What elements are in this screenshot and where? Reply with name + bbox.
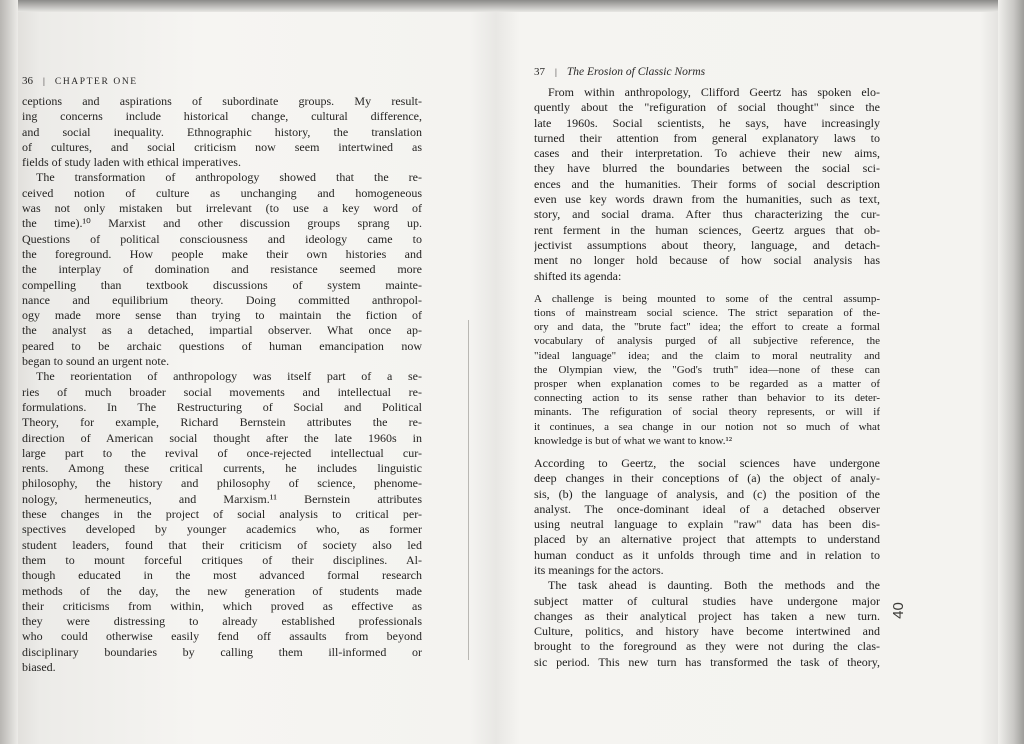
text-line: late 1960s. Social scientists, he says, have increasingly bbox=[534, 115, 880, 130]
text-line: was not only mistaken but irrelevant (to use a key word of bbox=[22, 201, 422, 216]
right-chapter-title: The Erosion of Classic Norms bbox=[566, 66, 706, 78]
margin-page-number: 40 bbox=[889, 602, 907, 619]
text-line: the analyst as a detached, impartial observer. What once ap- bbox=[22, 323, 422, 338]
left-head-separator: | bbox=[43, 77, 45, 87]
text-line: fields of study laden with ethical imperatives. bbox=[22, 155, 241, 170]
text-line: these changes in the project of social analysis to critical per- bbox=[22, 507, 422, 522]
text-line: ceptions and aspirations of subordinate groups. My result- bbox=[22, 94, 422, 108]
left-page-number: 36 bbox=[22, 75, 33, 87]
text-line: brought to the foreground as they were not during the clas- bbox=[534, 639, 880, 654]
text-line: sic period. This new turn has transformed the task of theory, bbox=[534, 654, 880, 669]
text-line: their criticisms from within, which proved as effective as bbox=[22, 598, 422, 613]
text-line: formulations. In The Restructuring of Social and Political bbox=[22, 399, 422, 414]
text-line: story, and social drama. After thus characterizing the cur- bbox=[534, 207, 880, 222]
text-line: quently about the "refiguration of social thought" since the bbox=[534, 100, 880, 115]
right-page-edge bbox=[998, 0, 1024, 744]
right-paragraph-1 bbox=[534, 85, 880, 284]
text-line: compelling than textbook discussions of system mainte- bbox=[22, 277, 422, 292]
text-line: they were distressing to already established professionals bbox=[22, 614, 422, 629]
text-line: began to sound an urgent note. bbox=[22, 354, 170, 369]
right-page bbox=[534, 63, 880, 670]
text-line: ment no longer hold because of how social analysis has bbox=[534, 253, 880, 268]
text-line: analyst. The once-dominant ideal of a detached observer bbox=[534, 501, 880, 516]
text-line: ory and data, the "brute fact" idea; the effort to create a formal bbox=[534, 321, 880, 334]
text-line: they have blurred the boundaries between the social sci- bbox=[534, 161, 880, 176]
text-line: the time).¹⁰ Marxist and other discussion groups sprang up. bbox=[22, 216, 422, 231]
text-line: turned their attention from general explanatory laws to bbox=[534, 130, 880, 145]
text-line: A challenge is being mounted to some of the central assump- bbox=[534, 292, 880, 305]
text-line: philosophy, the history and philosophy of science, phenome- bbox=[22, 476, 422, 491]
text-line: deep changes in their conceptions of (a) the object of analy- bbox=[534, 471, 880, 486]
text-line: the Olympian view, the "God's truth" idea—none of these can bbox=[534, 363, 880, 376]
text-line: ing concerns include historical change, cultural difference, bbox=[22, 109, 422, 124]
right-paragraph-2 bbox=[534, 456, 880, 670]
top-scan-shadow bbox=[0, 0, 1024, 12]
text-line: student leaders, found that their criticism of society also led bbox=[22, 537, 422, 552]
text-line: From within anthropology, Clifford Geertz has spoken elo- bbox=[548, 85, 880, 99]
text-line: subject matter of cultural studies have undergone major bbox=[534, 593, 880, 608]
text-line: who could otherwise easily fend off assaults from beyond bbox=[22, 629, 422, 644]
text-line: its meanings for the actors. bbox=[534, 563, 664, 577]
text-line: ries of much broader social movements and intellectual re- bbox=[22, 384, 422, 399]
text-line: jectivist assumptions about theory, language, and detach- bbox=[534, 237, 880, 252]
text-line: nology, hermeneutics, and Marxism.¹¹ Bernstein attributes bbox=[22, 491, 422, 506]
text-line: the interplay of domination and resistance seemed more bbox=[22, 262, 422, 277]
right-running-head bbox=[534, 63, 880, 81]
text-line: disciplinary boundaries by calling them ill-informed or bbox=[22, 644, 422, 659]
text-line: sis, (b) the language of analysis, and (c) the position of the bbox=[534, 486, 880, 501]
text-line: Questions of political consciousness and ideology came to bbox=[22, 231, 422, 246]
text-line: prosper when explanation comes to be regarded as a matter of bbox=[534, 377, 880, 390]
text-line: rents. Among these critical currents, he includes linguistic bbox=[22, 461, 422, 476]
text-line: ceived notion of culture as unchanging and homogeneous bbox=[22, 185, 422, 200]
text-line: According to Geertz, the social sciences have undergone bbox=[534, 455, 880, 470]
left-page-body bbox=[22, 94, 422, 675]
text-line: of cultures, and social criticism now seem intertwined as bbox=[22, 139, 422, 154]
text-line: even use key words drawn from the humanities, such as text, bbox=[534, 192, 880, 207]
text-line: methods of the day, the new generation of students made bbox=[22, 583, 422, 598]
text-line: changes as their analytical project has taken a new turn. bbox=[534, 608, 880, 623]
text-line: nance and equilibrium theory. Doing committed anthropol- bbox=[22, 292, 422, 307]
text-line: vocabulary of analysis purged of all subjective reference, the bbox=[534, 335, 880, 348]
text-line: them to mount forceful critiques of their disciplines. Al- bbox=[22, 552, 422, 567]
text-line: spectives developed by younger academics who, as former bbox=[22, 522, 422, 537]
right-page-number: 37 bbox=[534, 66, 545, 78]
text-line: biased. bbox=[22, 659, 56, 674]
text-line: Theory, for example, Richard Bernstein attributes the re- bbox=[22, 415, 422, 430]
text-line: connecting action to its sense rather than behavior to its deter- bbox=[534, 392, 880, 405]
right-head-separator: | bbox=[555, 68, 557, 78]
text-line: shifted its agenda: bbox=[534, 268, 622, 283]
text-line: cases and their interpretation. To achieve their new aims, bbox=[534, 146, 880, 161]
text-line: "ideal language" idea; and the claim to moral neutrality and bbox=[534, 349, 880, 362]
text-line: the foreground. How people make their own histories and bbox=[22, 246, 422, 261]
text-line: ences and the humanities. Their forms of social description bbox=[534, 176, 880, 191]
text-line: and social inequality. Ethnographic history, the translation bbox=[22, 124, 422, 139]
text-line: human conduct as it unfolds through time and in relation to bbox=[534, 547, 880, 562]
text-line: direction of American social thought after the late 1960s in bbox=[22, 430, 422, 445]
text-line: Culture, politics, and history have become intertwined and bbox=[534, 624, 880, 639]
book-gutter bbox=[468, 320, 469, 660]
left-page bbox=[22, 72, 422, 675]
text-line: tions of mainstream social science. The strict separation of the- bbox=[534, 307, 880, 320]
text-line: knowledge is but of what we want to know.¹² bbox=[534, 434, 733, 447]
text-line: The task ahead is daunting. Both the methods and the bbox=[548, 578, 880, 593]
text-line: using neutral language to explain "raw" data has been dis- bbox=[534, 517, 880, 532]
text-line: minants. The refiguration of social theory represents, or will if bbox=[534, 406, 880, 419]
text-line: The transformation of anthropology showed that the re- bbox=[36, 170, 422, 185]
text-line: ogy made more sense than trying to maintain the fiction of bbox=[22, 308, 422, 323]
text-line: rent ferment in the human sciences, Geertz argues that ob- bbox=[534, 222, 880, 237]
text-line: placed by an alternative project that attempts to understand bbox=[534, 532, 880, 547]
text-line: peared to be archaic questions of human emancipation now bbox=[22, 338, 422, 353]
left-running-head bbox=[22, 72, 422, 90]
text-line: it continues, a sea change in our notion not so much of what bbox=[534, 420, 880, 433]
text-line: large part to the revival of once-rejected intellectual cur- bbox=[22, 445, 422, 460]
left-page-edge bbox=[0, 0, 18, 744]
text-line: though educated in the most advanced formal research bbox=[22, 568, 422, 583]
text-line: The reorientation of anthropology was itself part of a se- bbox=[36, 369, 422, 384]
left-chapter-title: CHAPTER ONE bbox=[54, 77, 138, 87]
block-quote bbox=[534, 292, 880, 448]
